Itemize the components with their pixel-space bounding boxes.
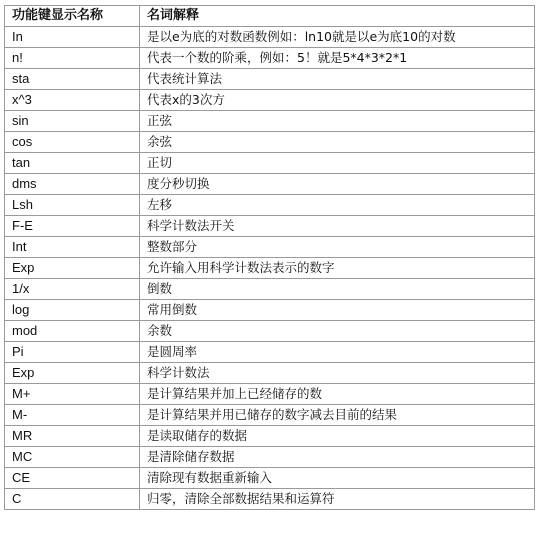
function-key-name: In xyxy=(5,27,140,48)
function-key-explanation: 是圆周率 xyxy=(140,342,535,363)
table-row xyxy=(5,111,535,132)
function-key-name: MC xyxy=(5,447,140,468)
function-key-explanation: 允许输入用科学计数法表示的数字 xyxy=(140,258,535,279)
table-row xyxy=(5,279,535,300)
function-key-name: cos xyxy=(5,132,140,153)
function-key-table xyxy=(4,5,535,510)
column-header-explanation: 名词解释 xyxy=(140,6,535,27)
table-row xyxy=(5,153,535,174)
function-key-name: mod xyxy=(5,321,140,342)
table-row xyxy=(5,258,535,279)
function-key-explanation: 代表x的3次方 xyxy=(140,90,535,111)
function-key-name: Pi xyxy=(5,342,140,363)
function-key-explanation: 科学计数法 xyxy=(140,363,535,384)
function-key-name: MR xyxy=(5,426,140,447)
function-key-name: tan xyxy=(5,153,140,174)
function-key-explanation: 正弦 xyxy=(140,111,535,132)
table-row xyxy=(5,132,535,153)
table-row xyxy=(5,405,535,426)
table-row xyxy=(5,216,535,237)
function-key-explanation: 是以e为底的对数函数例如：ln10就是以e为底10的对数 xyxy=(140,27,535,48)
function-key-explanation: 左移 xyxy=(140,195,535,216)
function-key-explanation: 代表一个数的阶乘，例如：5！就是5*4*3*2*1 xyxy=(140,48,535,69)
table-row xyxy=(5,426,535,447)
function-key-explanation: 是清除储存数据 xyxy=(140,447,535,468)
function-key-name: Exp xyxy=(5,258,140,279)
table-row xyxy=(5,48,535,69)
function-key-explanation: 倒数 xyxy=(140,279,535,300)
function-key-explanation: 整数部分 xyxy=(140,237,535,258)
function-key-name: dms xyxy=(5,174,140,195)
function-key-name: F-E xyxy=(5,216,140,237)
table-row xyxy=(5,468,535,489)
function-key-explanation: 是计算结果并用已储存的数字减去目前的结果 xyxy=(140,405,535,426)
table-row xyxy=(5,363,535,384)
function-key-explanation: 是计算结果并加上已经储存的数 xyxy=(140,384,535,405)
function-key-name: M+ xyxy=(5,384,140,405)
function-key-explanation: 余弦 xyxy=(140,132,535,153)
table-row xyxy=(5,384,535,405)
function-key-name: x^3 xyxy=(5,90,140,111)
table-row xyxy=(5,447,535,468)
function-key-explanation: 余数 xyxy=(140,321,535,342)
function-key-name: 1/x xyxy=(5,279,140,300)
table-row xyxy=(5,300,535,321)
function-key-explanation: 科学计数法开关 xyxy=(140,216,535,237)
function-key-name: sin xyxy=(5,111,140,132)
function-key-table-container xyxy=(4,5,534,510)
function-key-explanation: 代表统计算法 xyxy=(140,69,535,90)
function-key-explanation: 正切 xyxy=(140,153,535,174)
function-key-name: M- xyxy=(5,405,140,426)
table-row xyxy=(5,195,535,216)
function-key-explanation: 归零，清除全部数据结果和运算符 xyxy=(140,489,535,510)
table-row xyxy=(5,342,535,363)
table-row xyxy=(5,237,535,258)
table-row xyxy=(5,27,535,48)
function-key-explanation: 度分秒切换 xyxy=(140,174,535,195)
function-key-name: Exp xyxy=(5,363,140,384)
table-header-row xyxy=(5,6,535,27)
table-row xyxy=(5,321,535,342)
function-key-name: Lsh xyxy=(5,195,140,216)
table-body xyxy=(5,27,535,510)
column-header-key-name: 功能键显示名称 xyxy=(5,6,140,27)
function-key-explanation: 清除现有数据重新输入 xyxy=(140,468,535,489)
table-row xyxy=(5,90,535,111)
function-key-name: Int xyxy=(5,237,140,258)
function-key-explanation: 是读取储存的数据 xyxy=(140,426,535,447)
function-key-name: C xyxy=(5,489,140,510)
table-row xyxy=(5,174,535,195)
function-key-name: log xyxy=(5,300,140,321)
function-key-name: CE xyxy=(5,468,140,489)
function-key-name: sta xyxy=(5,69,140,90)
table-row xyxy=(5,69,535,90)
function-key-name: n! xyxy=(5,48,140,69)
function-key-explanation: 常用倒数 xyxy=(140,300,535,321)
table-row xyxy=(5,489,535,510)
